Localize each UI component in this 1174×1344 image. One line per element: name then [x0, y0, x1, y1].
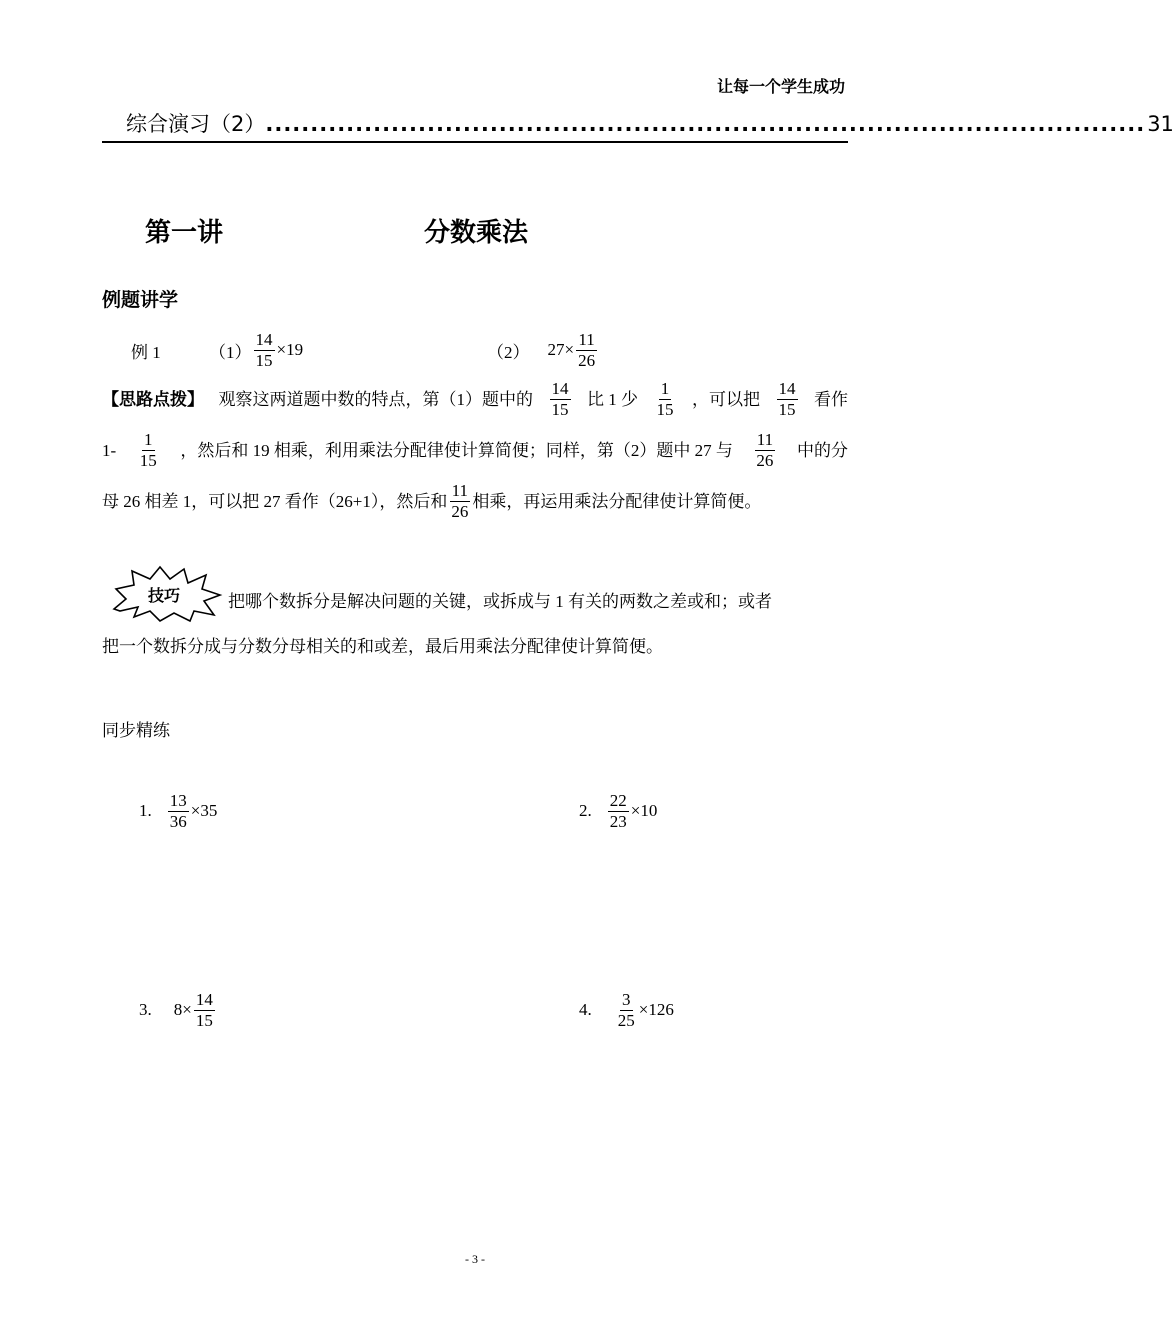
- problem-suffix: ×126: [638, 1000, 674, 1019]
- hint-paragraph: [102, 374, 848, 527]
- hint-text: 中的分: [796, 441, 848, 460]
- fraction-numerator: 3: [622, 989, 631, 1009]
- hint-text: 观察这两道题中数的特点，第（1）题中的: [218, 390, 533, 409]
- header-tagline: 让每一个学生成功: [716, 77, 845, 96]
- fraction-numerator: 11: [578, 329, 595, 349]
- fraction-numerator: 14: [551, 379, 569, 399]
- tip-text-line-2: 把一个数拆分成与分数分母相关的和或差，最后用乘法分配律使计算简便。: [102, 637, 663, 656]
- problem-suffix: ×10: [630, 801, 658, 820]
- hint-text: 母 26 相差 1，可以把 27 看作（26+1），然后和: [102, 492, 448, 511]
- fraction-denominator: 15: [195, 1010, 213, 1030]
- fraction-denominator: 15: [551, 400, 569, 419]
- fraction-numerator: 14: [778, 379, 796, 399]
- hint-text: 1-: [102, 441, 117, 460]
- problem-number: 2.: [579, 801, 592, 820]
- fraction: [168, 792, 189, 831]
- fraction: [550, 380, 571, 419]
- example-part-2: [487, 326, 599, 374]
- example-part-2-prefix: 27×: [547, 340, 575, 359]
- fraction: [449, 482, 470, 521]
- practice-problem-1: [139, 785, 217, 837]
- fraction-denominator: 15: [656, 400, 674, 419]
- fraction-numerator: 1: [144, 430, 153, 450]
- problem-number: 1.: [139, 801, 152, 820]
- hint-text: 看作: [814, 390, 848, 409]
- hint-text: ，然后和 19 相乘，利用乘法分配律使计算简便；同样，第（2）题中 27 与: [180, 441, 733, 460]
- hint-line-2: [102, 425, 848, 476]
- practice-problem-2: [579, 785, 657, 837]
- fraction-numerator: 14: [195, 989, 213, 1009]
- header-divider: [102, 141, 848, 143]
- problem-number: 3.: [139, 1000, 152, 1019]
- fraction-denominator: 26: [756, 451, 774, 470]
- lecture-number: 第一讲: [145, 218, 224, 248]
- practice-heading: 同步精练: [102, 721, 170, 740]
- toc-leader-dots: ..................................................................................................: [265, 112, 1146, 136]
- fraction-denominator: 23: [609, 811, 627, 831]
- fraction-numerator: 11: [756, 430, 774, 450]
- hint-text: 比 1 少: [587, 390, 638, 409]
- tip-badge-label: 技巧: [148, 586, 181, 605]
- problem-suffix: ×35: [190, 801, 218, 820]
- problem-prefix: 8×: [173, 1000, 192, 1019]
- fraction-denominator: 26: [578, 350, 596, 370]
- fraction-numerator: 13: [169, 790, 187, 810]
- practice-problem-4: [579, 984, 674, 1036]
- fraction-numerator: 11: [451, 481, 469, 501]
- fraction: [608, 792, 629, 831]
- example-line: [131, 326, 831, 374]
- fraction-denominator: 25: [617, 1010, 635, 1030]
- example-part-1-operation: ×19: [276, 340, 304, 359]
- hint-line-3: [102, 476, 848, 527]
- fraction-denominator: 26: [451, 502, 469, 521]
- fraction-denominator: 36: [169, 811, 187, 831]
- page-number: - 3 -: [465, 1252, 485, 1266]
- section-heading: 例题讲学: [102, 289, 179, 311]
- example-part-1-index: （1）: [209, 342, 252, 362]
- example-label: 例 1: [131, 343, 161, 362]
- example-part-2-index: （2）: [487, 342, 530, 362]
- fraction: [576, 331, 597, 370]
- practice-problem-3: [139, 984, 217, 1036]
- fraction-numerator: 22: [609, 790, 627, 810]
- fraction-denominator: 15: [778, 400, 796, 419]
- tip-text-line-1: 把哪个数拆分是解决问题的关键，或拆成与 1 有关的两数之差或和；或者: [228, 592, 772, 611]
- fraction-numerator: 14: [255, 329, 273, 349]
- fraction: [194, 991, 215, 1030]
- fraction: [777, 380, 798, 419]
- fraction: [616, 991, 637, 1030]
- tip-badge: [110, 565, 222, 623]
- fraction-denominator: 15: [255, 350, 273, 370]
- hint-label: 【思路点拨】: [102, 390, 204, 409]
- hint-line-1: [102, 374, 848, 425]
- hint-text: ，可以把: [692, 390, 760, 409]
- hint-text: 相乘，再运用乘法分配律使计算简便。: [472, 492, 762, 511]
- toc-entry[interactable]: [126, 108, 1174, 140]
- toc-entry-title: 综合演习（2）: [126, 112, 266, 136]
- fraction-numerator: 1: [660, 379, 670, 399]
- toc-page-number: 31: [1147, 112, 1174, 136]
- example-part-1: [209, 326, 303, 374]
- fraction: [754, 431, 775, 470]
- fraction-denominator: 15: [139, 451, 157, 470]
- fraction: [655, 380, 676, 419]
- fraction: [138, 431, 159, 470]
- lecture-title: 分数乘法: [424, 218, 529, 248]
- fraction: [254, 331, 275, 370]
- problem-number: 4.: [579, 1000, 592, 1019]
